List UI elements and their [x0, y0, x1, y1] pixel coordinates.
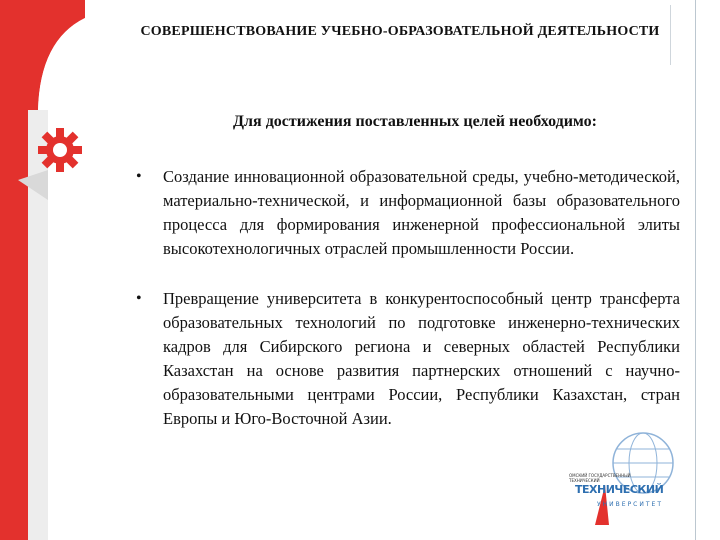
logo-caption: ОМСКИЙ ГОСУДАРСТВЕННЫЙ ТЕХНИЧЕСКИЙ	[569, 473, 631, 483]
subtitle: Для достижения поставленных целей необходимо:	[233, 113, 597, 130]
bullet-marker: •	[136, 290, 142, 307]
list-item	[120, 165, 680, 261]
bullet-list	[120, 165, 680, 457]
right-divider	[695, 0, 696, 540]
left-decoration	[0, 0, 100, 540]
gear-icon	[38, 128, 82, 172]
bullet-text: Превращение университета в конкурентоспособный центр трансферта образовательных технологий по подготовке инженерно-технических кадров для Сибирского региона и северных областей Республики Казахстан на основе развития партнерских отношений с научно-образовательными центрами России, Республики Казахстан, стран Европы и Юго-Восточной Азии.	[163, 289, 680, 428]
page-title: СОВЕРШЕНСТВОВАНИЕ УЧЕБНО-ОБРАЗОВАТЕЛЬНОЙ ДЕЯТЕЛЬНОСТИ	[140, 24, 660, 39]
university-logo	[565, 425, 695, 535]
logo-subtitle: УНИВЕРСИТЕТ	[597, 501, 663, 508]
bullet-marker: •	[136, 168, 142, 185]
bullet-text: Создание инновационной образовательной среды, учебно-методической, материально-технической, и информационной базы образовательного процесса для формирования инженерной профессиональной элиты высокотехнологичных отраслей промышленности России.	[163, 167, 680, 258]
list-item	[120, 287, 680, 431]
logo-title: ТЕХНИЧЕСКИЙ	[575, 483, 664, 496]
